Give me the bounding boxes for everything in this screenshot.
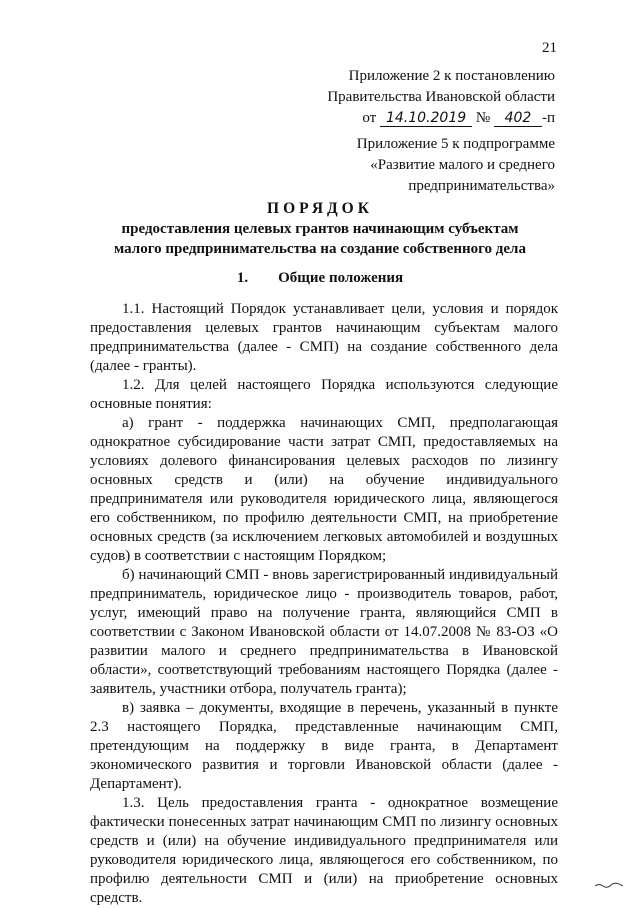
page-number: 21	[542, 40, 557, 56]
document-title: ПОРЯДОК	[267, 200, 373, 217]
appendix-5-header	[357, 134, 555, 197]
appendix-2-line-2: Правительства Ивановской области	[327, 89, 555, 105]
appendix-2-line-1: Приложение 2 к постановлению	[348, 68, 555, 84]
subtitle-line-1: предоставления целевых грантов начинающим субъектам	[121, 221, 519, 237]
paragraph-1-3: 1.3. Цель предоставления гранта - однократное возмещение фактически понесенных затрат начинающим СМП по лизингу основных средств и (или) на обучение индивидуального предпринимателя или руководителя юридического лица, являющегося его собственником, по профилю деятельности СМП и (или) на приобретение основных средств.	[90, 795, 558, 906]
section-title: Общие положения	[278, 270, 404, 286]
from-label: от	[362, 110, 377, 126]
paragraph-1-2: 1.2. Для целей настоящего Порядка используются следующие основные понятия:	[90, 377, 558, 412]
paragraph-1-1: 1.1. Настоящий Порядок устанавливает цели, условия и порядок предоставления целевых грантов начинающим субъектам малого предпринимательства (далее - СМП) на создание собственного дела (далее - гранты).	[90, 301, 558, 374]
number-suffix: -п	[541, 110, 555, 126]
section-heading	[0, 270, 640, 287]
appendix-5-line-2: «Развитие малого и среднего	[370, 157, 555, 173]
appendix-2-header	[327, 66, 555, 129]
paragraph-definition-a: а) грант - поддержка начинающих СМП, предполагающая однократное субсидирование части затрат СМП, предоставляемых на условиях долевого финансирования целевых расходов по лизингу основных средств и (или) на обучение индивидуального предпринимателя или руководителя юридического лица, являющегося его собственником, по профилю деятельности СМП, на приобретение основных средств (за исключением легковых автомобилей и воздушных судов) в соответствии с настоящим Порядком;	[90, 415, 558, 564]
body-text	[90, 300, 558, 908]
handwritten-number: 402	[494, 110, 542, 127]
handwritten-date: 14.10.2019	[380, 110, 472, 127]
paragraph-definition-b: б) начинающий СМП - вновь зарегистрированный индивидуальный предприниматель, юридическое лицо - производитель товаров, работ, услуг, имеющий право на получение гранта, являющийся СМП в соответствии с Законом Ивановской области от 14.07.2008 № 83-ОЗ «О развитии малого и среднего предпринимательства в Ивановской области», соответствующий требованиям настоящего Порядка (далее - заявитель, участники отбора, получатель гранта);	[90, 567, 558, 697]
subtitle-line-2: малого предпринимательства на создание собственного дела	[114, 241, 526, 257]
appendix-5-line-3: предпринимательства»	[408, 178, 555, 194]
initials-mark	[594, 882, 624, 888]
document-subtitle	[0, 219, 640, 259]
appendix-5-line-1: Приложение 5 к подпрограмме	[356, 136, 555, 152]
section-number: 1.	[236, 270, 249, 286]
paragraph-definition-c: в) заявка – документы, входящие в перечень, указанный в пункте 2.3 настоящего Порядка, представленные начинающим СМП, претендующим на поддержку в виде гранта, в Департамент экономического развития и торговли Ивановской области (далее - Департамент).	[90, 700, 558, 792]
number-label: №	[475, 110, 491, 126]
appendix-2-date-line	[327, 108, 555, 129]
